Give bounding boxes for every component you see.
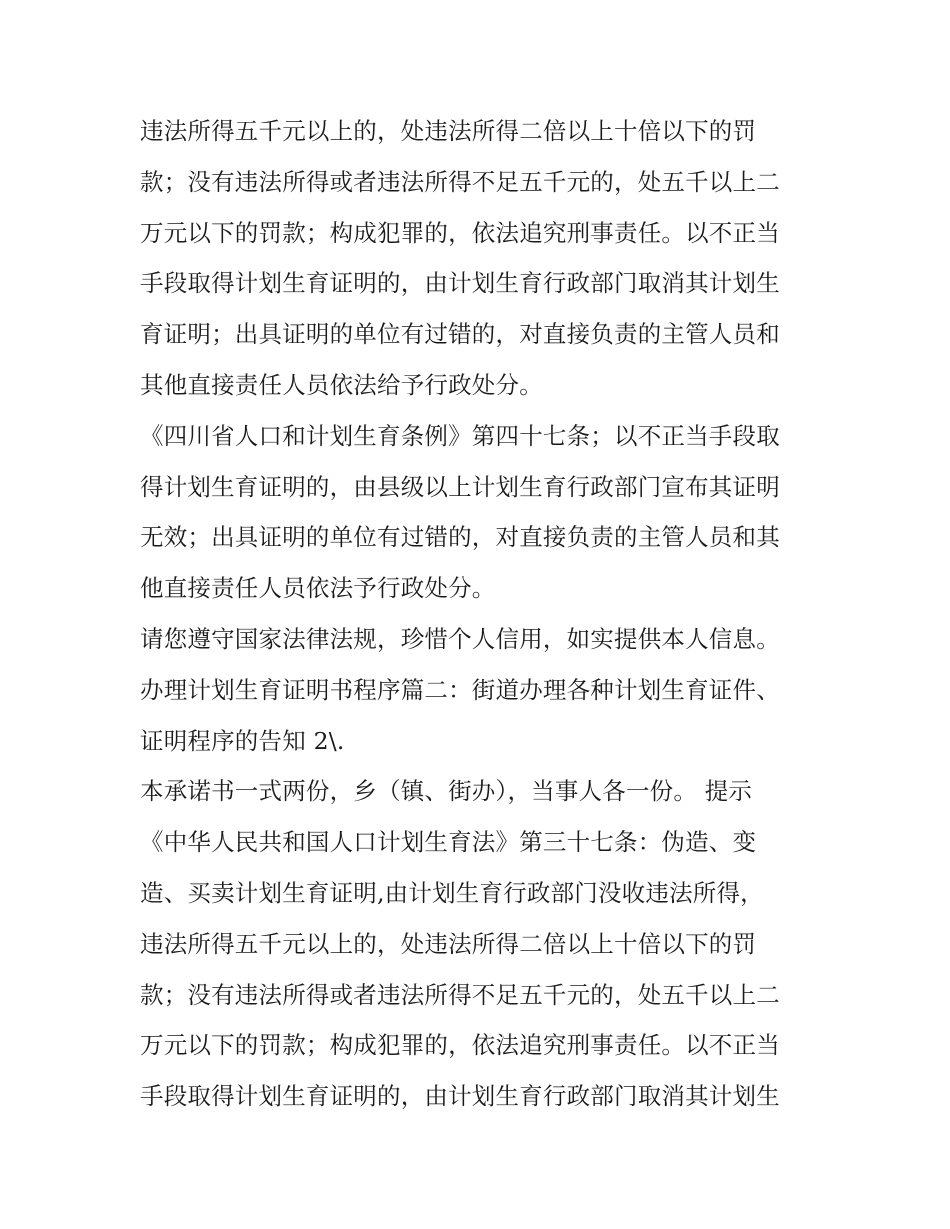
text-line: 其他直接责任人员依法给予行政处分。 [140,370,543,399]
text-line: 万元以下的罚款；构成犯罪的，依法追究刑事责任。以不正当 [140,1031,780,1060]
text-line: 本承诺书一式两份，乡（镇、街办），当事人各一份。 提示 [140,777,753,806]
text-line: 款；没有违法所得或者违法所得不足五千元的，处五千以上二 [140,167,780,196]
text-line: 育证明；出具证明的单位有过错的，对直接负责的主管人员和 [140,320,780,349]
text-line: 手段取得计划生育证明的，由计划生育行政部门取消其计划生 [140,269,780,298]
text-line: 得计划生育证明的，由县级以上计划生育行政部门宣布其证明 [140,472,780,501]
text-line: 违法所得五千元以上的，处违法所得二倍以上十倍以下的罚 [140,117,757,145]
text-line: 《四川省人口和计划生育条例》第四十七条；以不正当手段取 [140,421,780,450]
text-line: 他直接责任人员依法予行政处分。 [140,574,496,603]
text-line: 万元以下的罚款；构成犯罪的，依法追究刑事责任。以不正当 [140,218,780,247]
text-line: 请您遵守国家法律法规，珍惜个人信用，如实提供本人信息。 [140,624,780,653]
text-line: 《中华人民共和国人口计划生育法》第三十七条：伪造、变 [140,828,757,857]
text-line: 款；没有违法所得或者违法所得不足五千元的，处五千以上二 [140,980,780,1009]
text-line: 违法所得五千元以上的，处违法所得二倍以上十倍以下的罚 [140,929,757,958]
document-body [140,106,820,1122]
text-line: 造、买卖计划生育证明,由计划生育行政部门没收违法所得， [140,878,764,907]
text-line: 证明程序的告知 2\. [140,726,345,755]
text-line: 办理计划生育证明书程序篇二：街道办理各种计划生育证件、 [140,675,780,704]
text-line: 手段取得计划生育证明的，由计划生育行政部门取消其计划生 [140,1082,780,1111]
text-line: 无效；出具证明的单位有过错的，对直接负责的主管人员和其 [140,523,780,552]
